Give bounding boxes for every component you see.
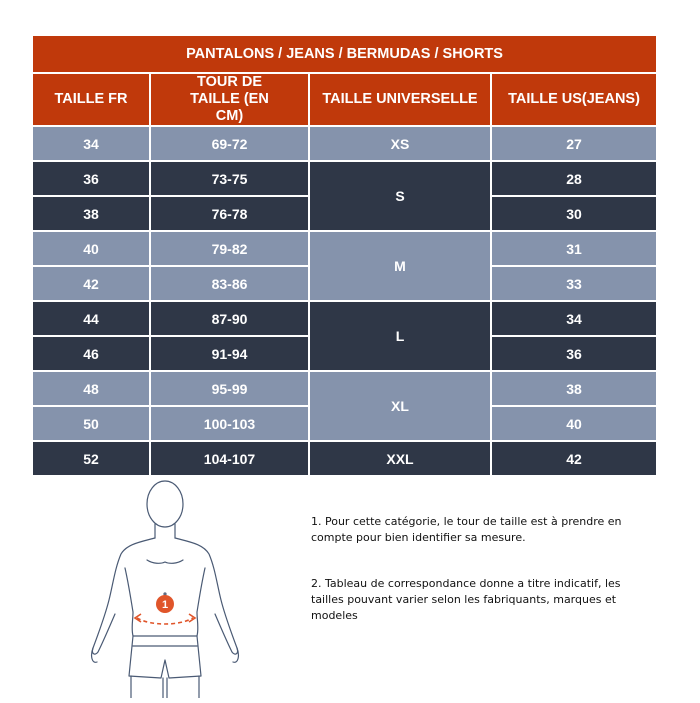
- cell-tour-de-taille: 83-86: [150, 266, 309, 301]
- cell-tour-de-taille: 69-72: [150, 126, 309, 161]
- body-outline-icon: [85, 476, 245, 698]
- cell-taille-universelle: XS: [309, 126, 491, 161]
- cell-tour-de-taille: 91-94: [150, 336, 309, 371]
- header-taille-universelle: TAILLE UNIVERSELLE: [309, 73, 491, 126]
- cell-taille-us: 33: [491, 266, 657, 301]
- cell-taille-fr: 52: [32, 441, 150, 476]
- cell-taille-us: 38: [491, 371, 657, 406]
- cell-tour-de-taille: 76-78: [150, 196, 309, 231]
- table-row: [32, 126, 657, 161]
- cell-taille-universelle: M: [309, 231, 491, 301]
- header-tour-de-taille-label: TOUR DE TAILLE (EN CM): [190, 74, 269, 124]
- table-title: PANTALONS / JEANS / BERMUDAS / SHORTS: [32, 35, 657, 73]
- table-row: [32, 441, 657, 476]
- cell-taille-us: 30: [491, 196, 657, 231]
- cell-taille-fr: 38: [32, 196, 150, 231]
- note-waist: 1. Pour cette catégorie, le tour de taille est à prendre en compte pour bien identifier sa mesure.: [311, 515, 622, 544]
- cell-taille-fr: 50: [32, 406, 150, 441]
- header-taille-us: TAILLE US(JEANS): [491, 73, 657, 126]
- cell-taille-fr: 36: [32, 161, 150, 196]
- cell-taille-us: 31: [491, 231, 657, 266]
- header-tour-de-taille: [150, 73, 309, 126]
- cell-taille-us: 36: [491, 336, 657, 371]
- cell-tour-de-taille: 87-90: [150, 301, 309, 336]
- notes-block: [311, 514, 651, 654]
- body-measurement-illustration: [85, 476, 245, 698]
- cell-tour-de-taille: 95-99: [150, 371, 309, 406]
- cell-taille-fr: 48: [32, 371, 150, 406]
- cell-taille-universelle: L: [309, 301, 491, 371]
- note-disclaimer: 2. Tableau de correspondance donne a titre indicatif, les tailles pouvant varier selon les fabriquants, marques et modeles: [311, 577, 621, 622]
- table-row: [32, 231, 657, 266]
- table-row: [32, 301, 657, 336]
- measurement-marker-label: 1: [161, 599, 169, 611]
- cell-taille-fr: 46: [32, 336, 150, 371]
- table-row: [32, 161, 657, 196]
- cell-taille-us: 28: [491, 161, 657, 196]
- cell-taille-us: 27: [491, 126, 657, 161]
- header-taille-fr: TAILLE FR: [32, 73, 150, 126]
- cell-tour-de-taille: 79-82: [150, 231, 309, 266]
- cell-taille-us: 42: [491, 441, 657, 476]
- cell-tour-de-taille: 104-107: [150, 441, 309, 476]
- table-row: [32, 371, 657, 406]
- cell-tour-de-taille: 100-103: [150, 406, 309, 441]
- cell-taille-us: 34: [491, 301, 657, 336]
- cell-taille-universelle: S: [309, 161, 491, 231]
- cell-taille-us: 40: [491, 406, 657, 441]
- cell-taille-fr: 44: [32, 301, 150, 336]
- size-chart-table: [31, 34, 658, 477]
- cell-taille-universelle: XL: [309, 371, 491, 441]
- cell-taille-fr: 42: [32, 266, 150, 301]
- cell-tour-de-taille: 73-75: [150, 161, 309, 196]
- cell-taille-fr: 40: [32, 231, 150, 266]
- cell-taille-universelle: XXL: [309, 441, 491, 476]
- cell-taille-fr: 34: [32, 126, 150, 161]
